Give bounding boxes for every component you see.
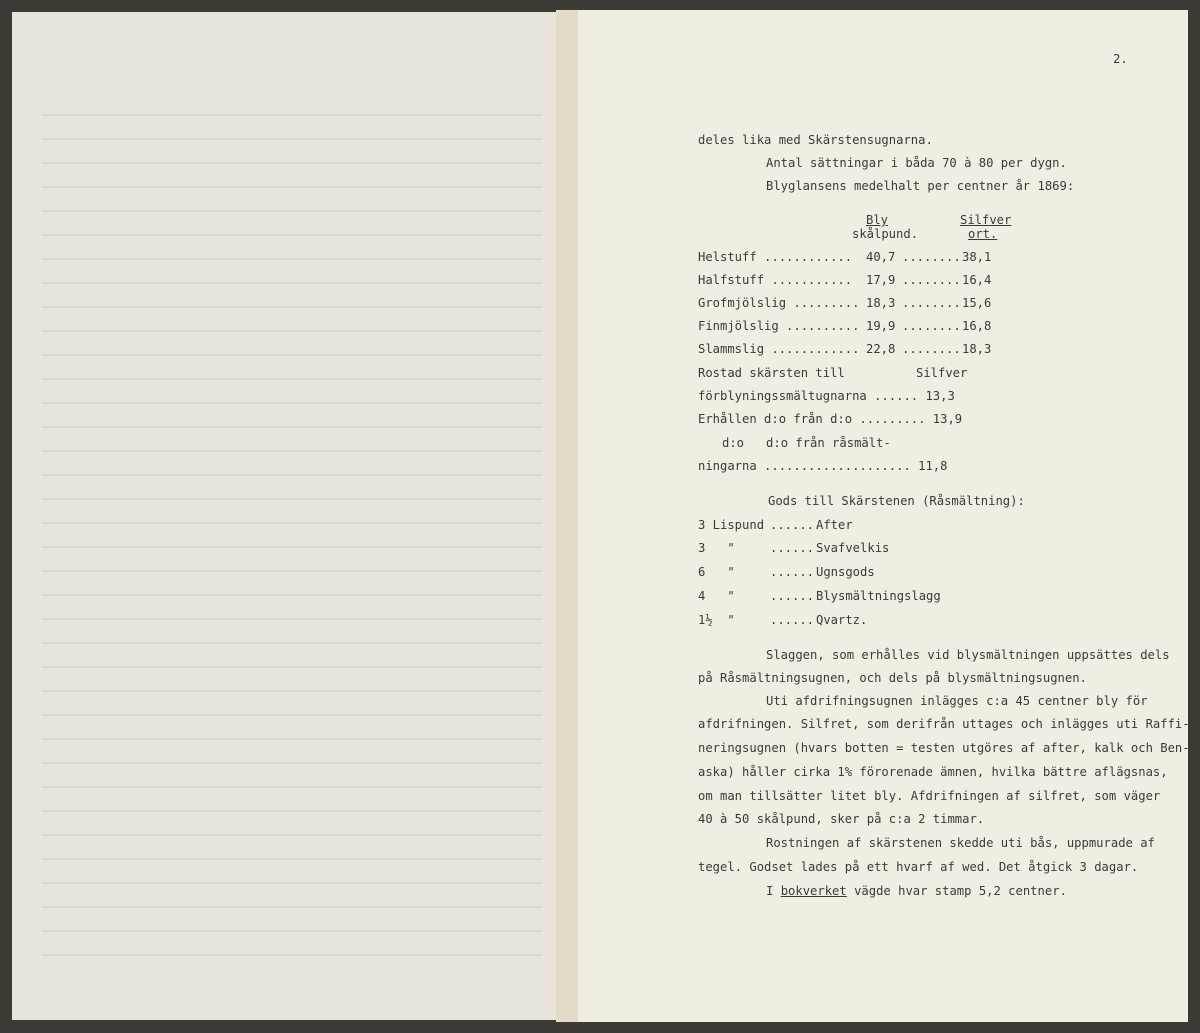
paragraph-line: om man tillsätter litet bly. Afdrifningen af silfret, som väger (698, 789, 1161, 803)
page-number: 2. (1113, 52, 1128, 66)
rostad-line: Rostad skärsten till (698, 366, 845, 380)
gods-dots: ...... (770, 613, 815, 627)
page-fold-edge (556, 10, 578, 1022)
table-row-sep: ........ (902, 342, 961, 356)
table-header-bly: Bly (866, 213, 889, 227)
gods-dots: ...... (770, 541, 815, 555)
table-row-sep: ........ (902, 273, 961, 287)
text-line: deles lika med Skärstensugnarna. (698, 133, 933, 147)
table-row-bly: 18,3 (866, 296, 896, 310)
paragraph-line: Uti afdrifningsugnen inlägges c:a 45 centner bly för (766, 694, 1148, 708)
table-row-silfver: 16,4 (962, 273, 992, 287)
gods-item: Ugnsgods (816, 565, 875, 579)
bleed-through-text (42, 92, 542, 972)
gods-item: Qvartz. (816, 613, 868, 627)
text-line: Antal sättningar i båda 70 à 80 per dygn. (766, 156, 1067, 170)
table-unit-silfver: ort. (968, 227, 998, 241)
rostad-line: Erhållen d:o från d:o ......... 13,9 (698, 412, 963, 426)
gods-qty: 3 Lispund (698, 518, 765, 532)
paragraph-line: på Råsmältningsugnen, och dels på blysmältningsugnen. (698, 671, 1087, 685)
table-header-silfver: Silfver (960, 213, 1012, 227)
last-line-underlined-word: bokverket (780, 884, 847, 898)
gods-qty: 1½ " (698, 613, 735, 627)
paragraph-line: Rostningen af skärstenen skedde uti bås, uppmurade af (766, 836, 1155, 850)
gods-qty: 6 " (698, 565, 735, 579)
table-row-silfver: 18,3 (962, 342, 992, 356)
gods-item: Blysmältningslagg (816, 589, 941, 603)
table-row-label: Halfstuff ........... (698, 273, 853, 287)
table-row-label: Slammslig ............ (698, 342, 860, 356)
paragraph-line: Slaggen, som erhålles vid blysmältningen uppsättes dels (766, 648, 1170, 662)
table-row-label: Helstuff ............ (698, 250, 853, 264)
paragraph-line: tegel. Godset lades på ett hvarf af wed. Det åtgick 3 dagar. (698, 860, 1139, 874)
paragraph-line: 40 à 50 skålpund, sker på c:a 2 timmar. (698, 812, 985, 826)
paragraph-line: afdrifningen. Silfret, som derifrån uttages och inlägges uti Raffi- (698, 717, 1190, 731)
gods-item: Svafvelkis (816, 541, 890, 555)
rostad-line: d:o d:o från råsmält- (722, 436, 891, 450)
gods-item: After (816, 518, 853, 532)
table-row-silfver: 16,8 (962, 319, 992, 333)
text-line: Blyglansens medelhalt per centner år 1869: (766, 179, 1075, 193)
table-row-silfver: 38,1 (962, 250, 992, 264)
table-row-bly: 40,7 (866, 250, 896, 264)
rostad-line: förblyningssmältugnarna ...... 13,3 (698, 389, 955, 403)
table-unit-bly: skålpund. (852, 227, 919, 241)
gods-dots: ...... (770, 518, 815, 532)
table-row-sep: ........ (902, 319, 961, 333)
gods-dots: ...... (770, 565, 815, 579)
paragraph-line: neringsugnen (hvars botten = testen utgöres af after, kalk och Ben- (698, 741, 1190, 755)
table-row-bly: 19,9 (866, 319, 896, 333)
gods-qty: 3 " (698, 541, 735, 555)
last-line (766, 884, 1067, 898)
table-row-bly: 17,9 (866, 273, 896, 287)
table-row-sep: ........ (902, 296, 961, 310)
table-row-silfver: 15,6 (962, 296, 992, 310)
rostad-line: ningarna .................... 11,8 (698, 459, 948, 473)
paragraph-line: aska) håller cirka 1% förorenade ämnen, hvilka bättre aflägsnas, (698, 765, 1168, 779)
table-row-bly: 22,8 (866, 342, 896, 356)
table-row-label: Grofmjölslig ......... (698, 296, 860, 310)
last-line-prefix: I (766, 884, 774, 898)
last-line-suffix: vägde hvar stamp 5,2 centner. (854, 884, 1067, 898)
gods-heading: Gods till Skärstenen (Råsmältning): (768, 494, 1025, 508)
gods-qty: 4 " (698, 589, 735, 603)
left-page-reverse-side (12, 12, 572, 1020)
table-row-label: Finmjölslig .......... (698, 319, 860, 333)
table-row-sep: ........ (902, 250, 961, 264)
gods-dots: ...... (770, 589, 815, 603)
rostad-header-silfver: Silfver (916, 366, 968, 380)
